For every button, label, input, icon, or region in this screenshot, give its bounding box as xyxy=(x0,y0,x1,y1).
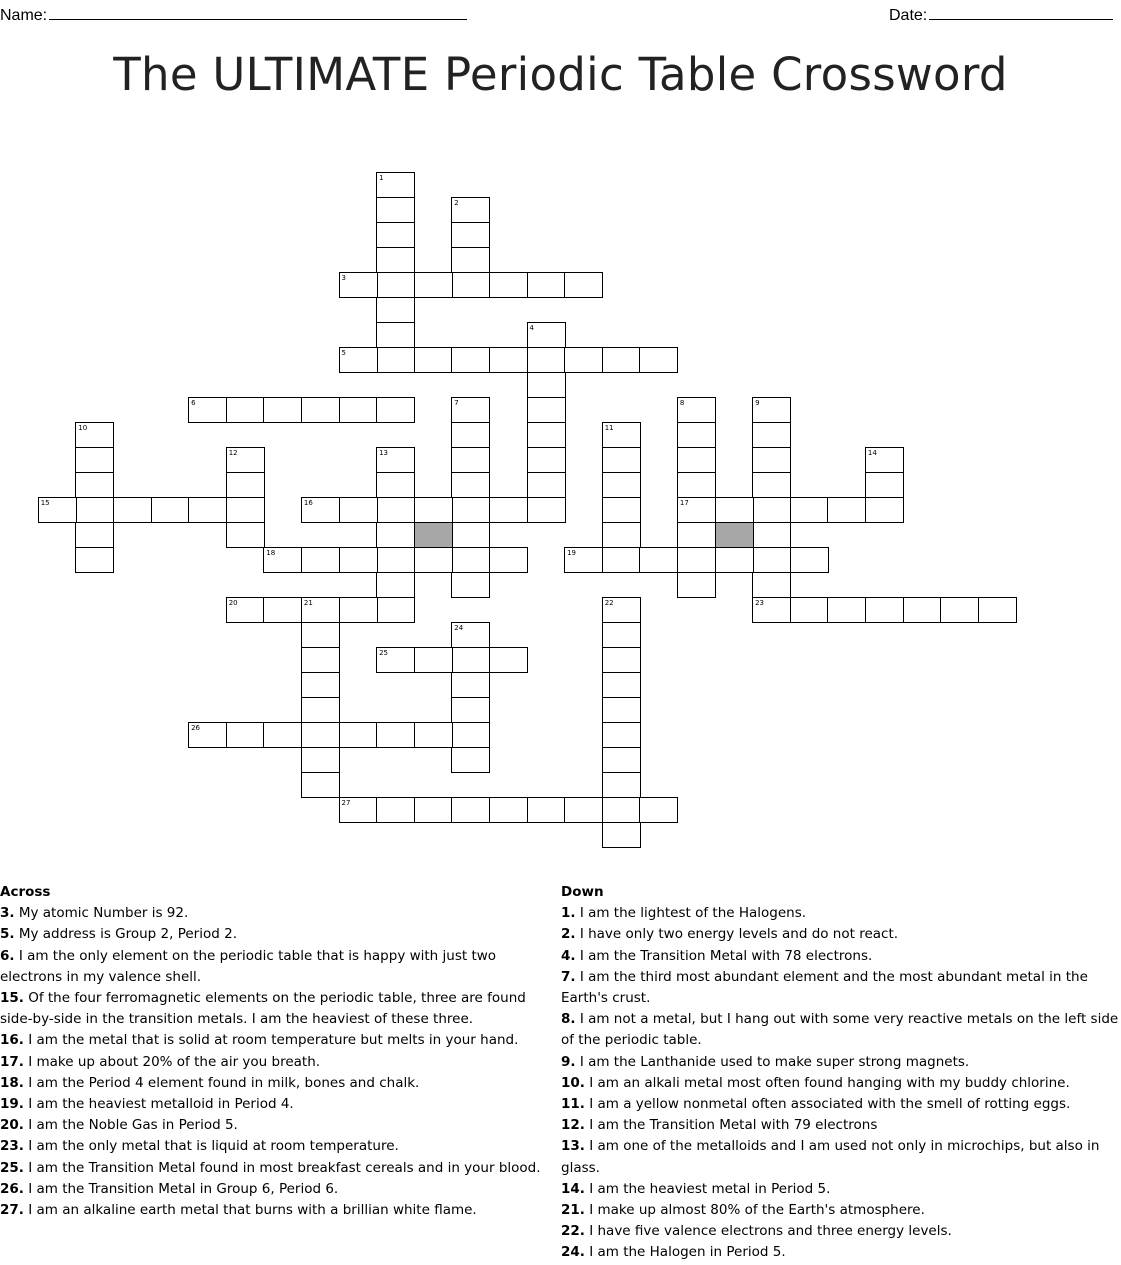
grid-cell[interactable] xyxy=(451,672,490,698)
grid-cell[interactable] xyxy=(527,397,566,423)
grid-cell[interactable] xyxy=(226,397,265,423)
grid-cell[interactable] xyxy=(376,572,415,598)
grid-cell[interactable] xyxy=(301,497,340,523)
grid-cell[interactable] xyxy=(301,722,340,748)
clue-number-label: 4. xyxy=(561,947,576,964)
grid-cell[interactable] xyxy=(527,322,566,348)
grid-cell[interactable] xyxy=(339,547,378,573)
grid-cell[interactable] xyxy=(451,572,490,598)
grid-cell[interactable] xyxy=(376,272,415,298)
clue-text: I am the metal that is solid at room temperature but melts in your hand. xyxy=(23,1032,519,1049)
grid-cell[interactable] xyxy=(940,597,979,623)
grid-cell[interactable] xyxy=(301,647,340,673)
grid-cell[interactable] xyxy=(376,397,415,423)
grid-cell[interactable] xyxy=(451,697,490,723)
grid-cell[interactable] xyxy=(226,497,265,523)
grid-cell[interactable] xyxy=(75,547,114,573)
clue-text: I make up almost 80% of the Earth's atmosphere. xyxy=(584,1202,925,1219)
grid-cell[interactable] xyxy=(527,497,566,523)
grid-cell[interactable] xyxy=(602,797,641,823)
grid-cell[interactable] xyxy=(414,347,453,373)
grid-cell[interactable] xyxy=(489,272,528,298)
clue-number-label: 19. xyxy=(0,1096,24,1113)
grid-cell[interactable] xyxy=(602,497,641,523)
grid-cell[interactable] xyxy=(489,797,528,823)
grid-cell[interactable] xyxy=(715,497,754,523)
clue-number-label: 21. xyxy=(561,1202,585,1219)
grid-cell[interactable] xyxy=(865,472,904,498)
grid-cell[interactable] xyxy=(602,647,641,673)
grid-cell[interactable] xyxy=(301,547,340,573)
clue-number-label: 14. xyxy=(561,1180,585,1197)
clue-number-label: 17. xyxy=(0,1053,24,1070)
grid-cell[interactable] xyxy=(602,447,641,473)
clue-number-label: 6. xyxy=(0,947,15,964)
across-clue xyxy=(0,924,548,945)
across-clue xyxy=(0,1052,548,1073)
clue-number: 3 xyxy=(341,274,346,282)
grid-cell[interactable] xyxy=(752,497,791,523)
grid-cell[interactable] xyxy=(451,247,490,273)
grid-cell[interactable] xyxy=(376,497,415,523)
grid-cell[interactable] xyxy=(451,272,490,298)
grid-cell[interactable] xyxy=(414,647,453,673)
grid-cell[interactable] xyxy=(527,272,566,298)
clue-number-label: 7. xyxy=(561,968,576,985)
grid-cell[interactable] xyxy=(451,722,490,748)
clue-text: I am the only metal that is liquid at room temperature. xyxy=(23,1138,399,1155)
grid-cell[interactable] xyxy=(263,547,302,573)
grid-cell[interactable] xyxy=(677,497,716,523)
grid-cell[interactable] xyxy=(226,472,265,498)
grid-cell[interactable] xyxy=(451,622,490,648)
grid-cell[interactable] xyxy=(752,397,791,423)
clue-text: I am the Transition Metal with 78 electrons. xyxy=(575,947,873,964)
grid-cell[interactable] xyxy=(339,722,378,748)
clue-text: I am not a metal, but I hang out with some very reactive metals on the left side of the periodic table. xyxy=(561,1011,1119,1049)
grid-cell[interactable] xyxy=(376,297,415,323)
grid-cell[interactable] xyxy=(451,347,490,373)
clue-text: I am the Transition Metal found in most breakfast cereals and in your blood. xyxy=(23,1159,541,1176)
clue-text: I am an alkali metal most often found hanging with my buddy chlorine. xyxy=(584,1074,1070,1091)
grid-cell[interactable] xyxy=(451,647,490,673)
grid-cell[interactable] xyxy=(113,497,152,523)
clue-number: 9 xyxy=(755,399,760,407)
grid-cell[interactable] xyxy=(151,497,190,523)
grid-cell[interactable] xyxy=(226,522,265,548)
grid-cell[interactable] xyxy=(188,497,227,523)
clue-number-label: 22. xyxy=(561,1223,585,1240)
grid-cell[interactable] xyxy=(527,422,566,448)
grid-cell[interactable] xyxy=(339,597,378,623)
down-clue xyxy=(561,1179,1121,1200)
grid-cell[interactable] xyxy=(602,822,641,848)
across-clue xyxy=(0,1073,548,1094)
clue-number: 2 xyxy=(454,199,459,207)
grid-cell[interactable] xyxy=(978,597,1017,623)
grid-cell[interactable] xyxy=(602,347,641,373)
grid-cell[interactable] xyxy=(301,672,340,698)
grid-cell[interactable] xyxy=(376,172,415,198)
clue-number-label: 15. xyxy=(0,990,24,1007)
down-clue xyxy=(561,1073,1121,1094)
clue-text: I am a yellow nonmetal often associated with the smell of rotting eggs. xyxy=(584,1096,1071,1113)
grid-cell[interactable] xyxy=(451,447,490,473)
clue-number: 19 xyxy=(567,549,577,557)
down-clue xyxy=(561,946,1121,967)
grid-cell[interactable] xyxy=(451,797,490,823)
clue-number: 13 xyxy=(379,449,389,457)
across-clue xyxy=(0,1179,548,1200)
grid-cell[interactable] xyxy=(602,472,641,498)
grid-cell[interactable] xyxy=(602,697,641,723)
shaded-cell xyxy=(715,522,754,548)
grid-cell[interactable] xyxy=(677,447,716,473)
clue-text: Of the four ferromagnetic elements on the periodic table, three are found side-by-side in the transition metals. I am the heaviest of these three. xyxy=(0,990,526,1028)
grid-cell[interactable] xyxy=(301,397,340,423)
grid-cell[interactable] xyxy=(527,797,566,823)
clue-number: 20 xyxy=(228,599,238,607)
grid-cell[interactable] xyxy=(527,472,566,498)
grid-cell[interactable] xyxy=(75,472,114,498)
down-clue xyxy=(561,1009,1121,1051)
grid-cell[interactable] xyxy=(376,247,415,273)
down-clue xyxy=(561,1242,1121,1263)
clue-text: I am the Period 4 element found in milk, bones and chalk. xyxy=(23,1074,420,1091)
grid-cell[interactable] xyxy=(339,397,378,423)
clue-number: 24 xyxy=(454,624,464,632)
grid-cell[interactable] xyxy=(226,722,265,748)
grid-cell[interactable] xyxy=(564,272,603,298)
grid-cell[interactable] xyxy=(677,472,716,498)
clue-number: 14 xyxy=(867,449,877,457)
grid-cell[interactable] xyxy=(376,647,415,673)
clue-number: 18 xyxy=(266,549,276,557)
grid-cell[interactable] xyxy=(339,347,378,373)
grid-cell[interactable] xyxy=(489,547,528,573)
grid-cell[interactable] xyxy=(414,797,453,823)
grid-cell[interactable] xyxy=(226,597,265,623)
down-clue xyxy=(561,903,1121,924)
grid-cell[interactable] xyxy=(451,397,490,423)
grid-cell[interactable] xyxy=(226,447,265,473)
down-clue xyxy=(561,1094,1121,1115)
clue-number-label: 25. xyxy=(0,1159,24,1176)
grid-cell[interactable] xyxy=(301,622,340,648)
grid-cell[interactable] xyxy=(301,772,340,798)
grid-cell[interactable] xyxy=(715,547,754,573)
clue-number: 6 xyxy=(191,399,196,407)
clue-number: 8 xyxy=(679,399,685,407)
grid-cell[interactable] xyxy=(75,522,114,548)
grid-cell[interactable] xyxy=(677,397,716,423)
clue-text: My atomic Number is 92. xyxy=(14,905,189,922)
clue-number-label: 9. xyxy=(561,1053,576,1070)
grid-cell[interactable] xyxy=(263,397,302,423)
grid-cell[interactable] xyxy=(451,222,490,248)
grid-cell[interactable] xyxy=(263,722,302,748)
clue-number-label: 5. xyxy=(0,926,15,943)
grid-cell[interactable] xyxy=(38,497,77,523)
grid-cell[interactable] xyxy=(752,472,791,498)
clue-number-label: 18. xyxy=(0,1074,24,1091)
clue-text: I am the Halogen in Period 5. xyxy=(584,1244,786,1261)
down-clue xyxy=(561,924,1121,945)
grid-cell[interactable] xyxy=(602,747,641,773)
clue-text: I make up about 20% of the air you breath. xyxy=(23,1053,321,1070)
across-clue xyxy=(0,1030,548,1051)
clue-number: 7 xyxy=(454,399,459,407)
grid-cell[interactable] xyxy=(301,747,340,773)
grid-cell[interactable] xyxy=(451,522,490,548)
clue-number: 4 xyxy=(529,324,534,332)
across-clue xyxy=(0,1136,548,1157)
across-clue xyxy=(0,903,548,924)
grid-cell[interactable] xyxy=(376,322,415,348)
grid-cell[interactable] xyxy=(752,522,791,548)
clue-number: 25 xyxy=(379,649,389,657)
grid-cell[interactable] xyxy=(602,722,641,748)
across-clues xyxy=(0,882,548,1221)
grid-cell[interactable] xyxy=(376,347,415,373)
grid-cell[interactable] xyxy=(451,547,490,573)
name-label: Name: xyxy=(0,7,48,24)
grid-cell[interactable] xyxy=(75,422,114,448)
grid-cell[interactable] xyxy=(527,447,566,473)
grid-cell[interactable] xyxy=(639,547,678,573)
grid-cell[interactable] xyxy=(376,472,415,498)
grid-cell[interactable] xyxy=(527,347,566,373)
grid-cell[interactable] xyxy=(865,597,904,623)
grid-cell[interactable] xyxy=(451,422,490,448)
clue-number-label: 2. xyxy=(561,926,576,943)
grid-cell[interactable] xyxy=(376,197,415,223)
grid-cell[interactable] xyxy=(602,622,641,648)
across-clue xyxy=(0,1094,548,1115)
grid-cell[interactable] xyxy=(489,347,528,373)
clue-number: 21 xyxy=(303,599,313,607)
across-heading: Across xyxy=(0,884,51,900)
clue-number: 12 xyxy=(228,449,238,457)
grid-cell[interactable] xyxy=(564,797,603,823)
grid-cell[interactable] xyxy=(602,672,641,698)
grid-cell[interactable] xyxy=(376,722,415,748)
grid-cell[interactable] xyxy=(865,447,904,473)
grid-cell[interactable] xyxy=(451,497,490,523)
clue-text: I am the heaviest metal in Period 5. xyxy=(584,1180,831,1197)
grid-cell[interactable] xyxy=(414,497,453,523)
clue-text: I am the Transition Metal with 79 electrons xyxy=(584,1117,878,1134)
grid-cell[interactable] xyxy=(602,772,641,798)
grid-cell[interactable] xyxy=(301,697,340,723)
clue-number-label: 26. xyxy=(0,1180,24,1197)
across-clue xyxy=(0,1200,548,1221)
clue-number-label: 1. xyxy=(561,905,576,922)
grid-cell[interactable] xyxy=(451,197,490,223)
clue-number: 27 xyxy=(341,799,351,807)
grid-cell[interactable] xyxy=(339,272,378,298)
grid-cell[interactable] xyxy=(564,547,603,573)
clue-number: 1 xyxy=(379,174,384,182)
down-clue xyxy=(561,1136,1121,1178)
clue-text: My address is Group 2, Period 2. xyxy=(14,926,237,943)
grid-cell[interactable] xyxy=(376,797,415,823)
clue-number: 16 xyxy=(303,499,313,507)
grid-cell[interactable] xyxy=(414,547,453,573)
clue-number: 17 xyxy=(679,499,689,507)
clue-number-label: 27. xyxy=(0,1202,24,1219)
down-heading: Down xyxy=(561,884,604,900)
clue-text: I am the third most abundant element and the most abundant metal in the Earth's crust. xyxy=(561,968,1088,1007)
clue-number: 26 xyxy=(191,724,201,732)
clue-number: 11 xyxy=(604,424,614,432)
down-clues xyxy=(561,882,1121,1264)
grid-cell[interactable] xyxy=(790,597,829,623)
grid-cell[interactable] xyxy=(376,547,415,573)
clue-number-label: 11. xyxy=(561,1096,585,1113)
down-clue xyxy=(561,1221,1121,1242)
grid-cell[interactable] xyxy=(376,447,415,473)
grid-cell[interactable] xyxy=(790,547,829,573)
across-clue xyxy=(0,946,548,988)
grid-cell[interactable] xyxy=(602,522,641,548)
grid-cell[interactable] xyxy=(564,347,603,373)
shaded-cell xyxy=(414,522,453,548)
grid-cell[interactable] xyxy=(752,597,791,623)
clue-text: I am the Noble Gas in Period 5. xyxy=(23,1117,238,1134)
grid-cell[interactable] xyxy=(677,572,716,598)
across-clue xyxy=(0,1158,548,1179)
grid-cell[interactable] xyxy=(639,347,678,373)
clue-text: I am the lightest of the Halogens. xyxy=(575,905,807,922)
down-clue xyxy=(561,1052,1121,1073)
across-clue xyxy=(0,988,548,1030)
grid-cell[interactable] xyxy=(339,797,378,823)
grid-cell[interactable] xyxy=(451,747,490,773)
grid-cell[interactable] xyxy=(752,422,791,448)
grid-cell[interactable] xyxy=(827,597,866,623)
clue-number-label: 13. xyxy=(561,1138,585,1155)
grid-cell[interactable] xyxy=(602,547,641,573)
page-title: The ULTIMATE Periodic Table Crossword xyxy=(113,48,1008,101)
grid-cell[interactable] xyxy=(376,597,415,623)
clue-number: 15 xyxy=(40,499,50,507)
clue-text: I have five valence electrons and three energy levels. xyxy=(584,1223,952,1240)
grid-cell[interactable] xyxy=(414,722,453,748)
grid-cell[interactable] xyxy=(752,447,791,473)
grid-cell[interactable] xyxy=(188,397,227,423)
grid-cell[interactable] xyxy=(301,597,340,623)
clue-number: 22 xyxy=(604,599,614,607)
clue-number: 23 xyxy=(755,599,765,607)
grid-cell[interactable] xyxy=(602,422,641,448)
grid-cell[interactable] xyxy=(75,497,114,523)
grid-cell[interactable] xyxy=(677,522,716,548)
clue-number-label: 12. xyxy=(561,1117,585,1134)
grid-cell[interactable] xyxy=(414,272,453,298)
clue-number-label: 3. xyxy=(0,905,15,922)
clue-number-label: 16. xyxy=(0,1032,24,1049)
clue-text: I have only two energy levels and do not react. xyxy=(575,926,899,943)
clue-number: 10 xyxy=(78,424,88,432)
clue-text: I am the heaviest metalloid in Period 4. xyxy=(23,1096,294,1113)
grid-cell[interactable] xyxy=(903,597,942,623)
clue-number-label: 8. xyxy=(561,1011,576,1028)
clue-number-label: 24. xyxy=(561,1244,585,1261)
grid-cell[interactable] xyxy=(677,547,716,573)
grid-cell[interactable] xyxy=(752,572,791,598)
grid-cell[interactable] xyxy=(489,647,528,673)
down-clue xyxy=(561,967,1121,1009)
grid-cell[interactable] xyxy=(75,447,114,473)
grid-cell[interactable] xyxy=(865,497,904,523)
grid-cell[interactable] xyxy=(188,722,227,748)
across-clue xyxy=(0,1115,548,1136)
clue-text: I am the Transition Metal in Group 6, Period 6. xyxy=(23,1180,339,1197)
clue-number-label: 23. xyxy=(0,1138,24,1155)
clue-number: 5 xyxy=(341,349,346,357)
grid-cell[interactable] xyxy=(451,472,490,498)
down-clue xyxy=(561,1115,1121,1136)
grid-cell[interactable] xyxy=(527,372,566,398)
grid-cell[interactable] xyxy=(339,497,378,523)
grid-cell[interactable] xyxy=(376,522,415,548)
grid-cell[interactable] xyxy=(827,497,866,523)
down-clue xyxy=(561,1200,1121,1221)
grid-cell[interactable] xyxy=(489,497,528,523)
clue-text: I am an alkaline earth metal that burns with a brillian white flame. xyxy=(23,1202,477,1219)
clue-text: I am the only element on the periodic table that is happy with just two electrons in my valence shell. xyxy=(0,947,497,985)
grid-cell[interactable] xyxy=(602,597,641,623)
grid-cell[interactable] xyxy=(263,597,302,623)
clue-text: I am one of the metalloids and I am used not only in microchips, but also in glass. xyxy=(561,1138,1100,1176)
grid-cell[interactable] xyxy=(376,222,415,248)
clue-number-label: 10. xyxy=(561,1074,585,1091)
grid-cell[interactable] xyxy=(639,797,678,823)
grid-cell[interactable] xyxy=(752,547,791,573)
date-label: Date: xyxy=(889,7,928,24)
clue-number-label: 20. xyxy=(0,1117,24,1134)
grid-cell[interactable] xyxy=(790,497,829,523)
grid-cell[interactable] xyxy=(677,422,716,448)
clue-text: I am the Lanthanide used to make super strong magnets. xyxy=(575,1053,970,1070)
